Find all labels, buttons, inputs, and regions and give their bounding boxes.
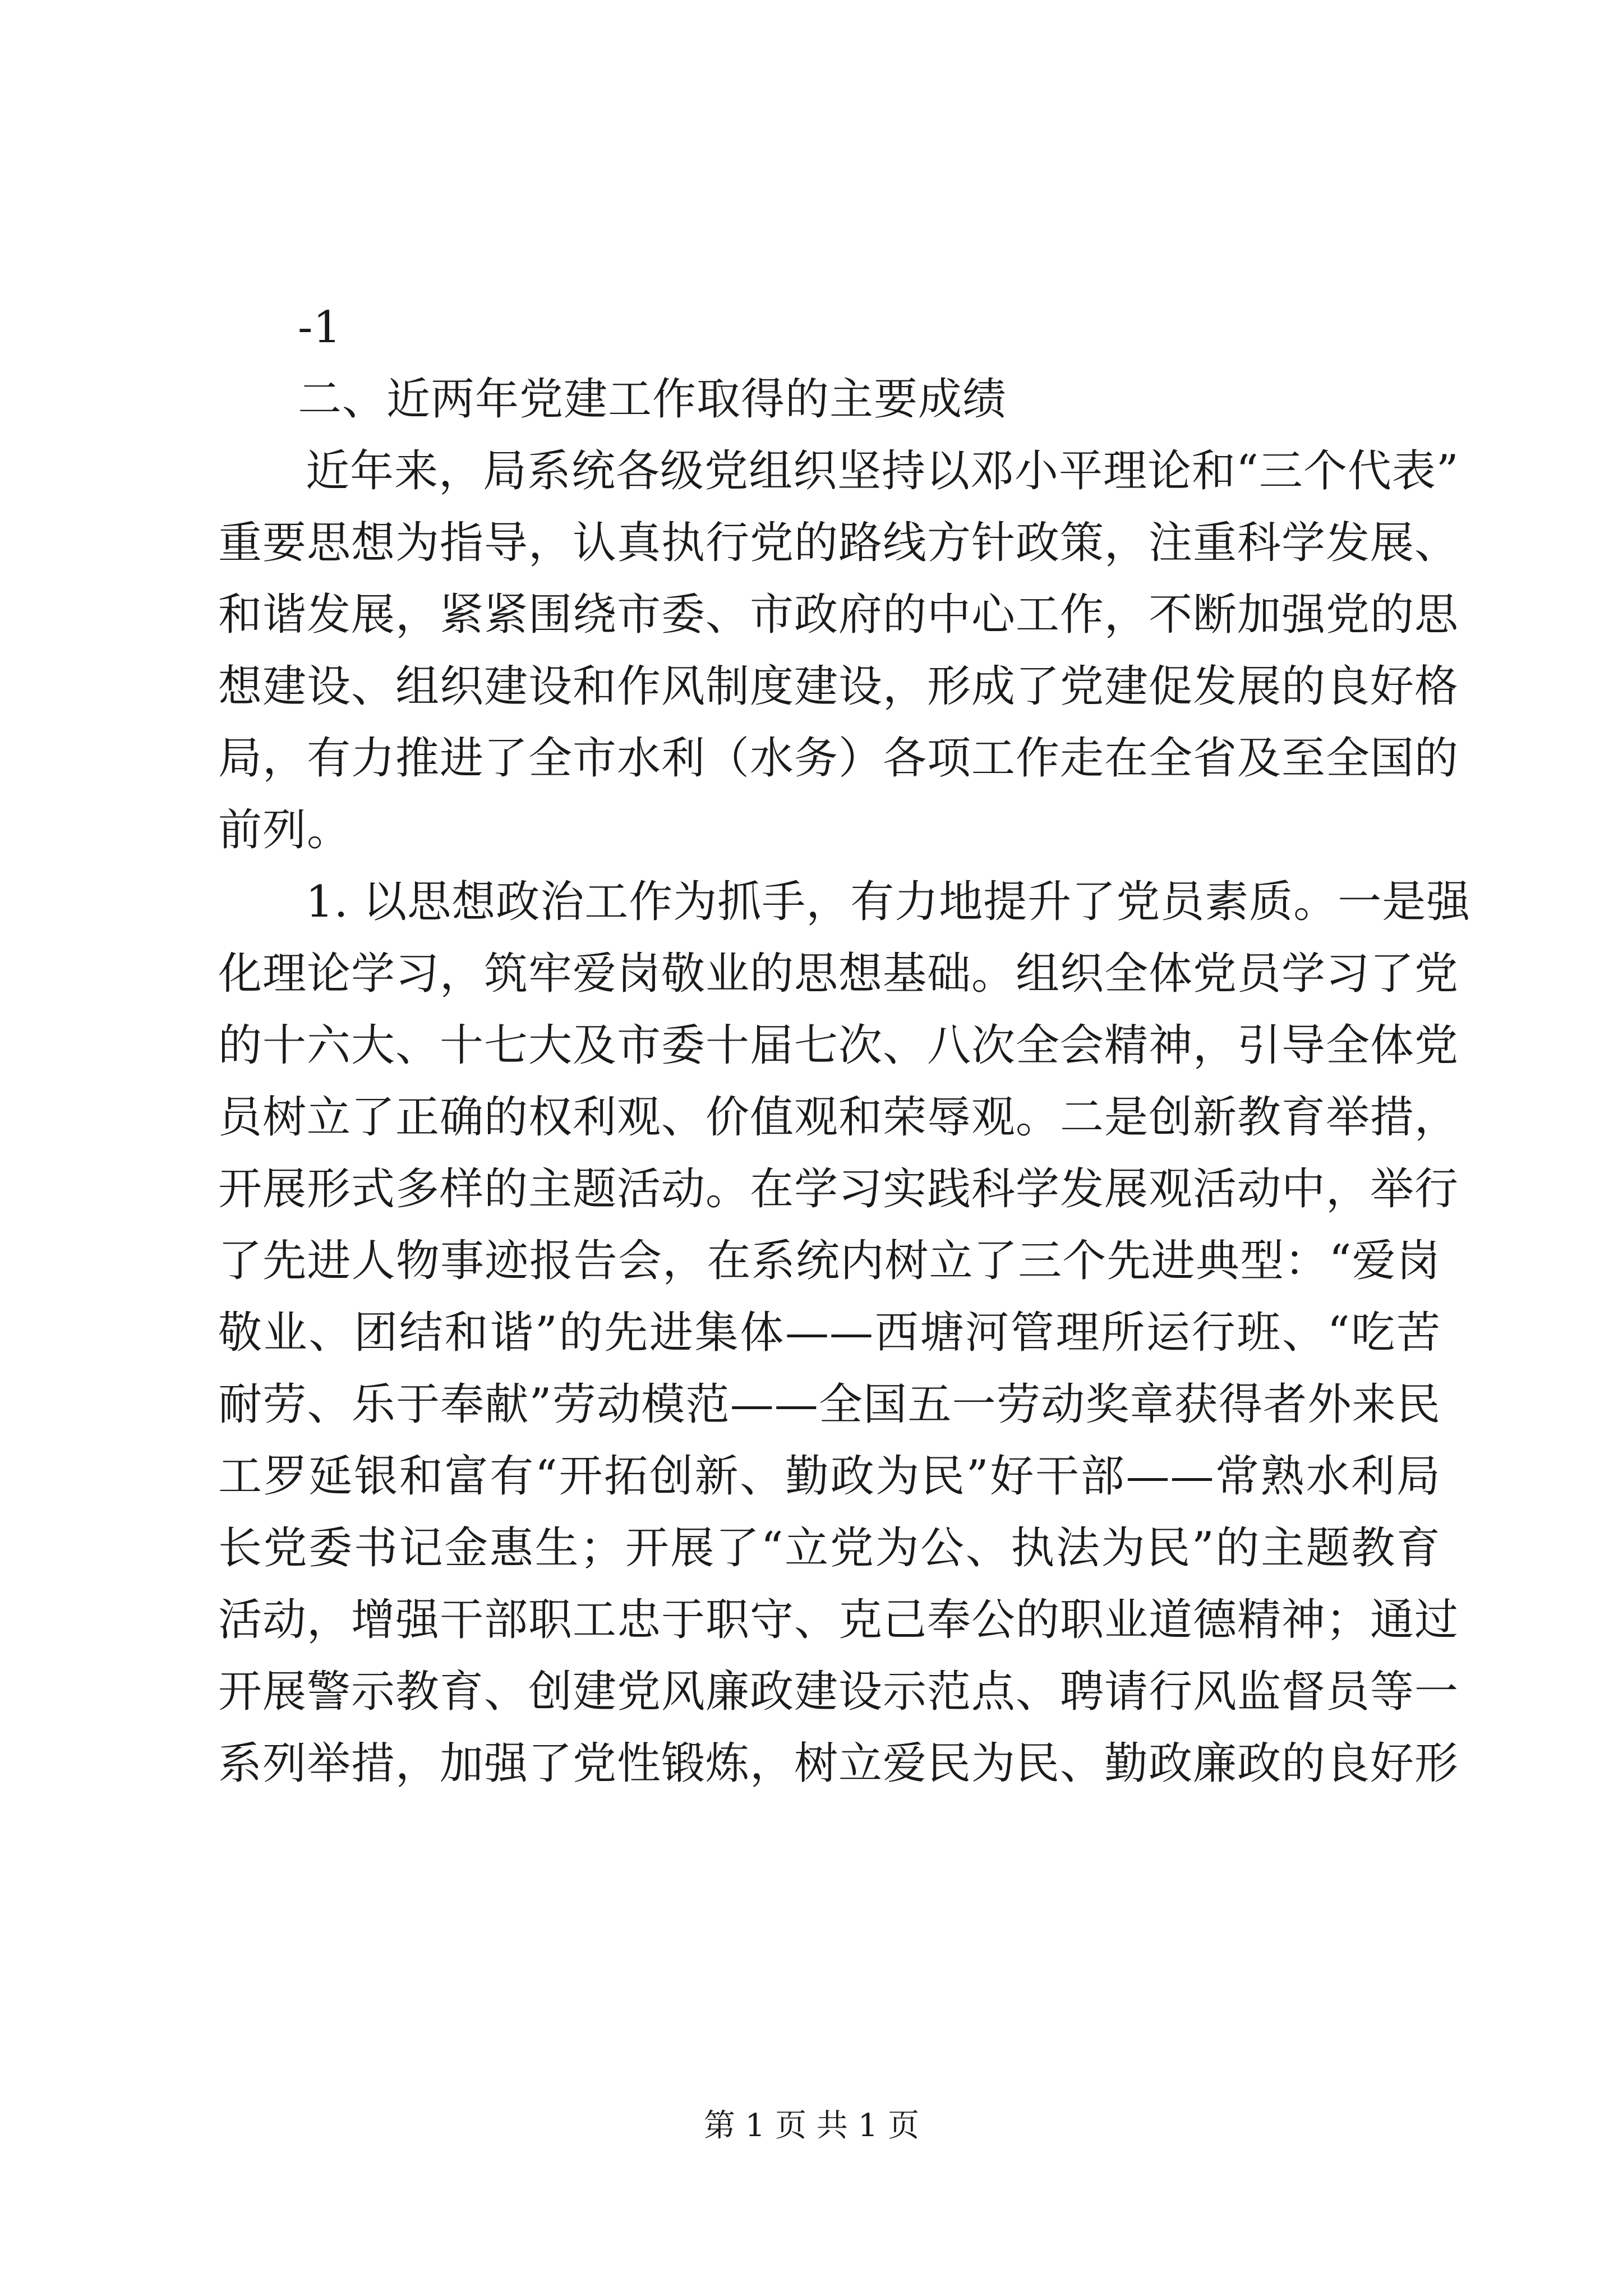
paragraph-overview	[218, 435, 1459, 866]
paragraph-line: 系列举措，加强了党性锻炼，树立爱民为民、勤政廉政的良好形	[218, 1738, 1459, 1789]
paragraph-line: 长党委书记金惠生；开展了“立党为公、执法为民”的主题教育	[218, 1523, 1441, 1573]
document-body	[218, 292, 1471, 1800]
paragraph-line: 的十六大、十七大及市委十届七次、八次全会精神，引导全体党	[218, 1020, 1459, 1071]
paragraph-line: 近年来，局系统各级党组织坚持以邓小平理论和“三个代表”	[306, 446, 1459, 496]
paragraph-line: 活动，增强干部职工忠于职守、克己奉公的职业道德精神；通过	[218, 1595, 1459, 1645]
paragraph-line: 了先进人物事迹报告会，在系统内树立了三个先进典型：“爱岗	[218, 1236, 1441, 1286]
paragraph-line: 敬业、团结和谐”的先进集体——西塘河管理所运行班、“吃苦	[218, 1308, 1441, 1358]
paragraph-line: 前列。	[218, 805, 352, 855]
paragraph-ideological-work	[218, 866, 1471, 1800]
paragraph-line: 员树立了正确的权利观、价值观和荣辱观。二是创新教育举措，	[218, 1092, 1459, 1143]
paragraph-line: 耐劳、乐于奉献”劳动模范——全国五一劳动奖章获得者外来民	[218, 1379, 1441, 1430]
page-marker: -1	[298, 302, 342, 353]
paragraph-line: 想建设、组织建设和作风制度建设，形成了党建促发展的良好格	[218, 661, 1459, 712]
paragraph-line: 1. 以思想政治工作为抓手，有力地提升了党员素质。一是强	[306, 877, 1471, 927]
paragraph-line: 工罗延银和富有“开拓创新、勤政为民”好干部——常熟水利局	[218, 1451, 1441, 1502]
paragraph-line: 开展警示教育、创建党风廉政建设示范点、聘请行风监督员等一	[218, 1667, 1459, 1717]
page-footer: 第 1 页 共 1 页	[703, 2108, 920, 2144]
paragraph-line: 化理论学习，筑牢爱岗敬业的思想基础。组织全体党员学习了党	[218, 949, 1459, 999]
paragraph-line: 开展形式多样的主题活动。在学习实践科学发展观活动中，举行	[218, 1164, 1459, 1214]
paragraph-line: 重要思想为指导，认真执行党的路线方针政策，注重科学发展、	[218, 518, 1459, 568]
paragraph-line: 和谐发展，紧紧围绕市委、市政府的中心工作，不断加强党的思	[218, 590, 1459, 640]
paragraph-line: 局，有力推进了全市水利（水务）各项工作走在全省及至全国的	[218, 733, 1459, 784]
section-heading: 二、近两年党建工作取得的主要成绩	[298, 374, 1007, 425]
